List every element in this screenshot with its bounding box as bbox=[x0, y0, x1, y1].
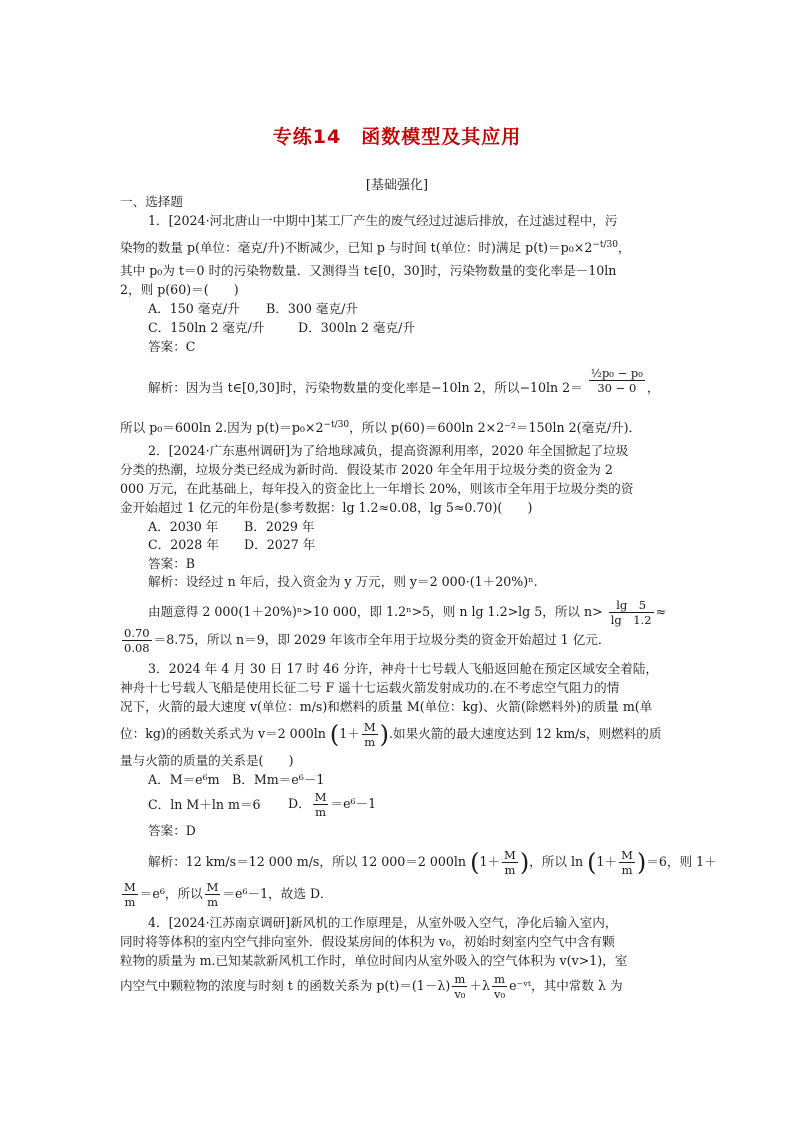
q3-line1: 3．2024 年 4 月 30 日 17 时 46 分许，神舟十七号载人飞船返回舱在预定区域安全着陆， bbox=[148, 661, 658, 676]
q3-option-c: C．ln M＋ln m＝6 bbox=[148, 797, 261, 812]
q2-solution-line1: 解析：设经过 n 年后，投入资金为 y 万元，则 y＝2 000·(1＋20%)ⁿ. bbox=[148, 574, 538, 589]
q2-line1: 2．[2024·广东惠州调研]为了给地球减负，提高资源利用率，2020 年全国掀起了垃圾 bbox=[148, 443, 629, 458]
q2-solution-line3: $\frac{0.70}{0.08}$ ＝8.75，所以 n＝9，即 2029 年该市全年用于垃圾分类的资金开始超过 1 亿元． bbox=[124, 626, 611, 655]
q2-option-c: C．2028 年 bbox=[148, 537, 219, 552]
q1-line4: 2，则 p(60)＝( ) bbox=[120, 282, 239, 297]
q3-solution-line2: $\frac{M}{m}$ ＝e⁶，所以 $\frac{M}{m}$ ＝e⁶－1，故选 D． bbox=[124, 880, 333, 909]
q1-answer: 答案：C bbox=[148, 339, 196, 354]
q2-option-b: B．2029 年 bbox=[244, 519, 315, 534]
q2-option-d: D．2027 年 bbox=[244, 537, 316, 552]
q3-option-d: D． $\frac{M}{m}$ ＝e⁶－1 bbox=[288, 790, 377, 819]
q1-option-b: B．300 毫克/升 bbox=[266, 301, 358, 316]
q4-line4: 内空气中颗粒物的浓度与时刻 t 的函数关系为 p(t)＝(1－λ) $\frac{m}{\text{v₀}}$ ＋λ $\frac{m}{\text{v₀}}$ e⁻ᵛᵗ，其中常数 λ 为 bbox=[120, 972, 623, 1001]
q2-line3: 000 万元，在此基础上，每年投入的资金比上一年增长 20%，则该市全年用于垃圾分类的资 bbox=[120, 481, 634, 496]
q1-line3: 其中 p₀为 t＝0 时的污染物数量．又测得当 t∈[0，30]时，污染物数量的变化率是－10ln bbox=[120, 263, 617, 278]
q4-line3: 粒物的质量为 m.已知某款新风机工作时，单位时间内从室外吸入的空气体积为 v(v>1)，室 bbox=[120, 953, 628, 968]
q2-answer: 答案：B bbox=[148, 556, 196, 571]
q1-option-a: A．150 毫克/升 bbox=[148, 301, 240, 316]
q3-line4: 位：kg)的函数关系式为 v＝2 000ln (1＋ $\frac{M}{m}$ ).如果火箭的最大速度达到 12 km/s，则燃料的质 bbox=[120, 720, 662, 749]
q3-line2: 神舟十七号载人飞船是使用长征二号 F 遥十七运载火箭发射成功的.在不考虑空气阻力的情 bbox=[120, 680, 620, 695]
q3-line3: 况下，火箭的最大速度 v(单位：m/s)和燃料的质量 M(单位：kg)、火箭(除燃料外)的质量 m(单 bbox=[120, 699, 653, 714]
q1-line1: 1．[2024·河北唐山一中期中]某工厂产生的废气经过过滤后排放，在过滤过程中，污 bbox=[148, 213, 618, 228]
q1-option-d: D．300ln 2 毫克/升 bbox=[298, 320, 415, 335]
q3-answer: 答案：D bbox=[148, 823, 196, 838]
q3-option-a: A．M＝e⁶m bbox=[148, 772, 220, 787]
q4-line1: 4．[2024·江苏南京调研]新风机的工作原理是，从室外吸入空气，净化后输入室内， bbox=[148, 915, 618, 930]
page-title: 专练14 函数模型及其应用 bbox=[272, 126, 522, 148]
q3-option-b: B．Mm＝e⁶－1 bbox=[232, 772, 325, 787]
q4-line2: 同时将等体积的室内空气排向室外．假设某房间的体积为 v₀，初始时刻室内空气中含有颗 bbox=[120, 934, 615, 949]
q2-line4: 金开始超过 1 亿元的年份是(参考数据：lg 1.2≈0.08，lg 5≈0.70)( ) bbox=[120, 500, 533, 515]
q2-solution-line2: 由题意得 2 000(1＋20%)ⁿ>10 000，即 1.2ⁿ>5，则 n lg 1.2>lg 5，所以 n> $\frac{\lg 5}{\lg 1.2}$ ≈ bbox=[148, 598, 667, 627]
q2-option-a: A．2030 年 bbox=[148, 519, 219, 534]
q1-solution-line2: 所以 p₀＝600ln 2.因为 $p(t)=p_0\times 2^{-t/30}$，所以 p(60)＝600ln 2×2⁻²＝150ln 2(毫克/升)． bbox=[120, 420, 642, 436]
q1-option-c: C．150ln 2 毫克/升 bbox=[148, 320, 265, 335]
q3-line5: 量与火箭的质量的关系是( ) bbox=[120, 753, 294, 768]
part-heading: 一、选择题 bbox=[120, 194, 183, 209]
q2-line2: 分类的热潮，垃圾分类已经成为新时尚．假设某市 2020 年全年用于垃圾分类的资金为 2 bbox=[120, 462, 613, 477]
q1-solution-line1: 解析：因为当 t∈[0,30]时，污染物数量的变化率是−10ln 2，所以−10ln 2＝ $\frac{\text{½p₀ − p₀}}{30 - 0}$ ， bbox=[148, 366, 660, 395]
q3-solution-line1: 解析：12 km/s＝12 000 m/s，所以 12 000＝2 000ln (1＋ $\frac{M}{m}$ )，所以 ln (1＋ $\frac{M}{m}$ )＝6，则 1＋ bbox=[148, 848, 717, 877]
section-heading: [基础强化] bbox=[365, 178, 429, 193]
q1-line2: 染物的数量 p(单位：毫克/升)不断减少，已知 p 与时间 t(单位：时)满足 $p(t)=p_0\times 2^{-t/30}$， bbox=[120, 240, 631, 256]
